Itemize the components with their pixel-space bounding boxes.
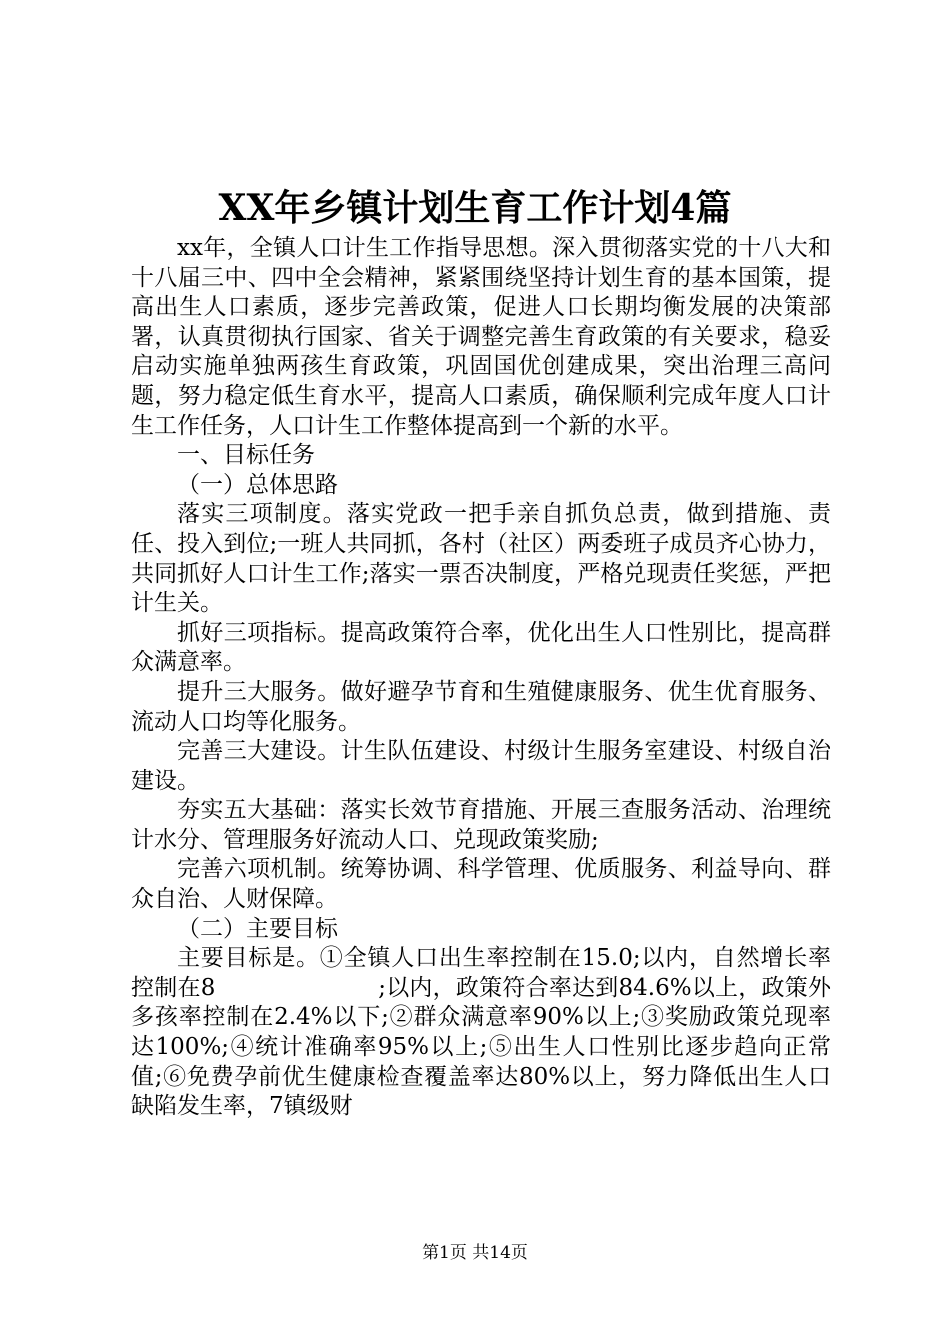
paragraph-intro: xx年，全镇人口计生工作指导思想。深入贯彻落实党的十八大和十八届三中、四中全会精神，紧紧围绕坚持计划生育的基本国策，提高出生人口素质，逐步完善政策，促进人口长期均衡发展的决策部署，认真贯彻执行国家、省关于调整完善生育政策的有关要求，稳妥启动实施单独两孩生育政策，巩固国优创建成果，突出治理三高问题，努力稳定低生育水平，提高人口素质，确保顺利完成年度人口计生工作任务，人口计生工作整体提高到一个新的水平。 — [131, 235, 831, 439]
paragraph-six-mechanisms: 完善六项机制。统筹协调、科学管理、优质服务、利益导向、群众自治、人财保障。 — [131, 856, 831, 913]
subsection-heading-main-goals: （二）主要目标 — [177, 915, 338, 942]
paragraph-three-indicators: 抓好三项指标。提高政策符合率，优化出生人口性别比，提高群众满意率。 — [131, 619, 831, 676]
paragraph-five-foundations: 夯实五大基础：落实长效节育措施、开展三查服务活动、治理统计水分、管理服务好流动人口、兑现政策奖励; — [131, 797, 831, 853]
subsection-heading-overall: （一）总体思路 — [177, 471, 338, 498]
document-title: XX年乡镇计划生育工作计划4篇 — [218, 187, 732, 229]
document-body — [131, 234, 831, 1122]
paragraph-three-constructions: 完善三大建设。计生队伍建设、村级计生服务室建设、村级自治建设。 — [131, 738, 831, 794]
page-number-footer: 第1页 共14页 — [422, 1243, 528, 1263]
paragraph-three-services: 提升三大服务。做好避孕节育和生殖健康服务、优生优育服务、流动人口均等化服务。 — [131, 678, 831, 735]
section-heading-goals: 一、目标任务 — [177, 442, 315, 469]
paragraph-three-systems: 落实三项制度。落实党政一把手亲自抓负总责，做到措施、责任、投入到位;一班人共同抓，各村（社区）两委班子成员齐心协力，共同抓好人口计生工作;落实一票否决制度，严格兑现责任奖惩，严把计生关。 — [131, 501, 831, 617]
paragraph-main-goals: 主要目标是。①全镇人口出生率控制在15.0;以内，自然增长率控制在8 ;以内，政策符合率达到84.6%以上，政策外多孩率控制在2.4%以下;②群众满意率90%以上;③奖励政策兑现率达100%;④统计准确率95%以上;⑤出生人口性别比逐步趋向正常值;⑥免费孕前优生健康检查覆盖率达80%以上，努力降低出生人口缺陷发生率，7镇级财 — [131, 945, 831, 1120]
